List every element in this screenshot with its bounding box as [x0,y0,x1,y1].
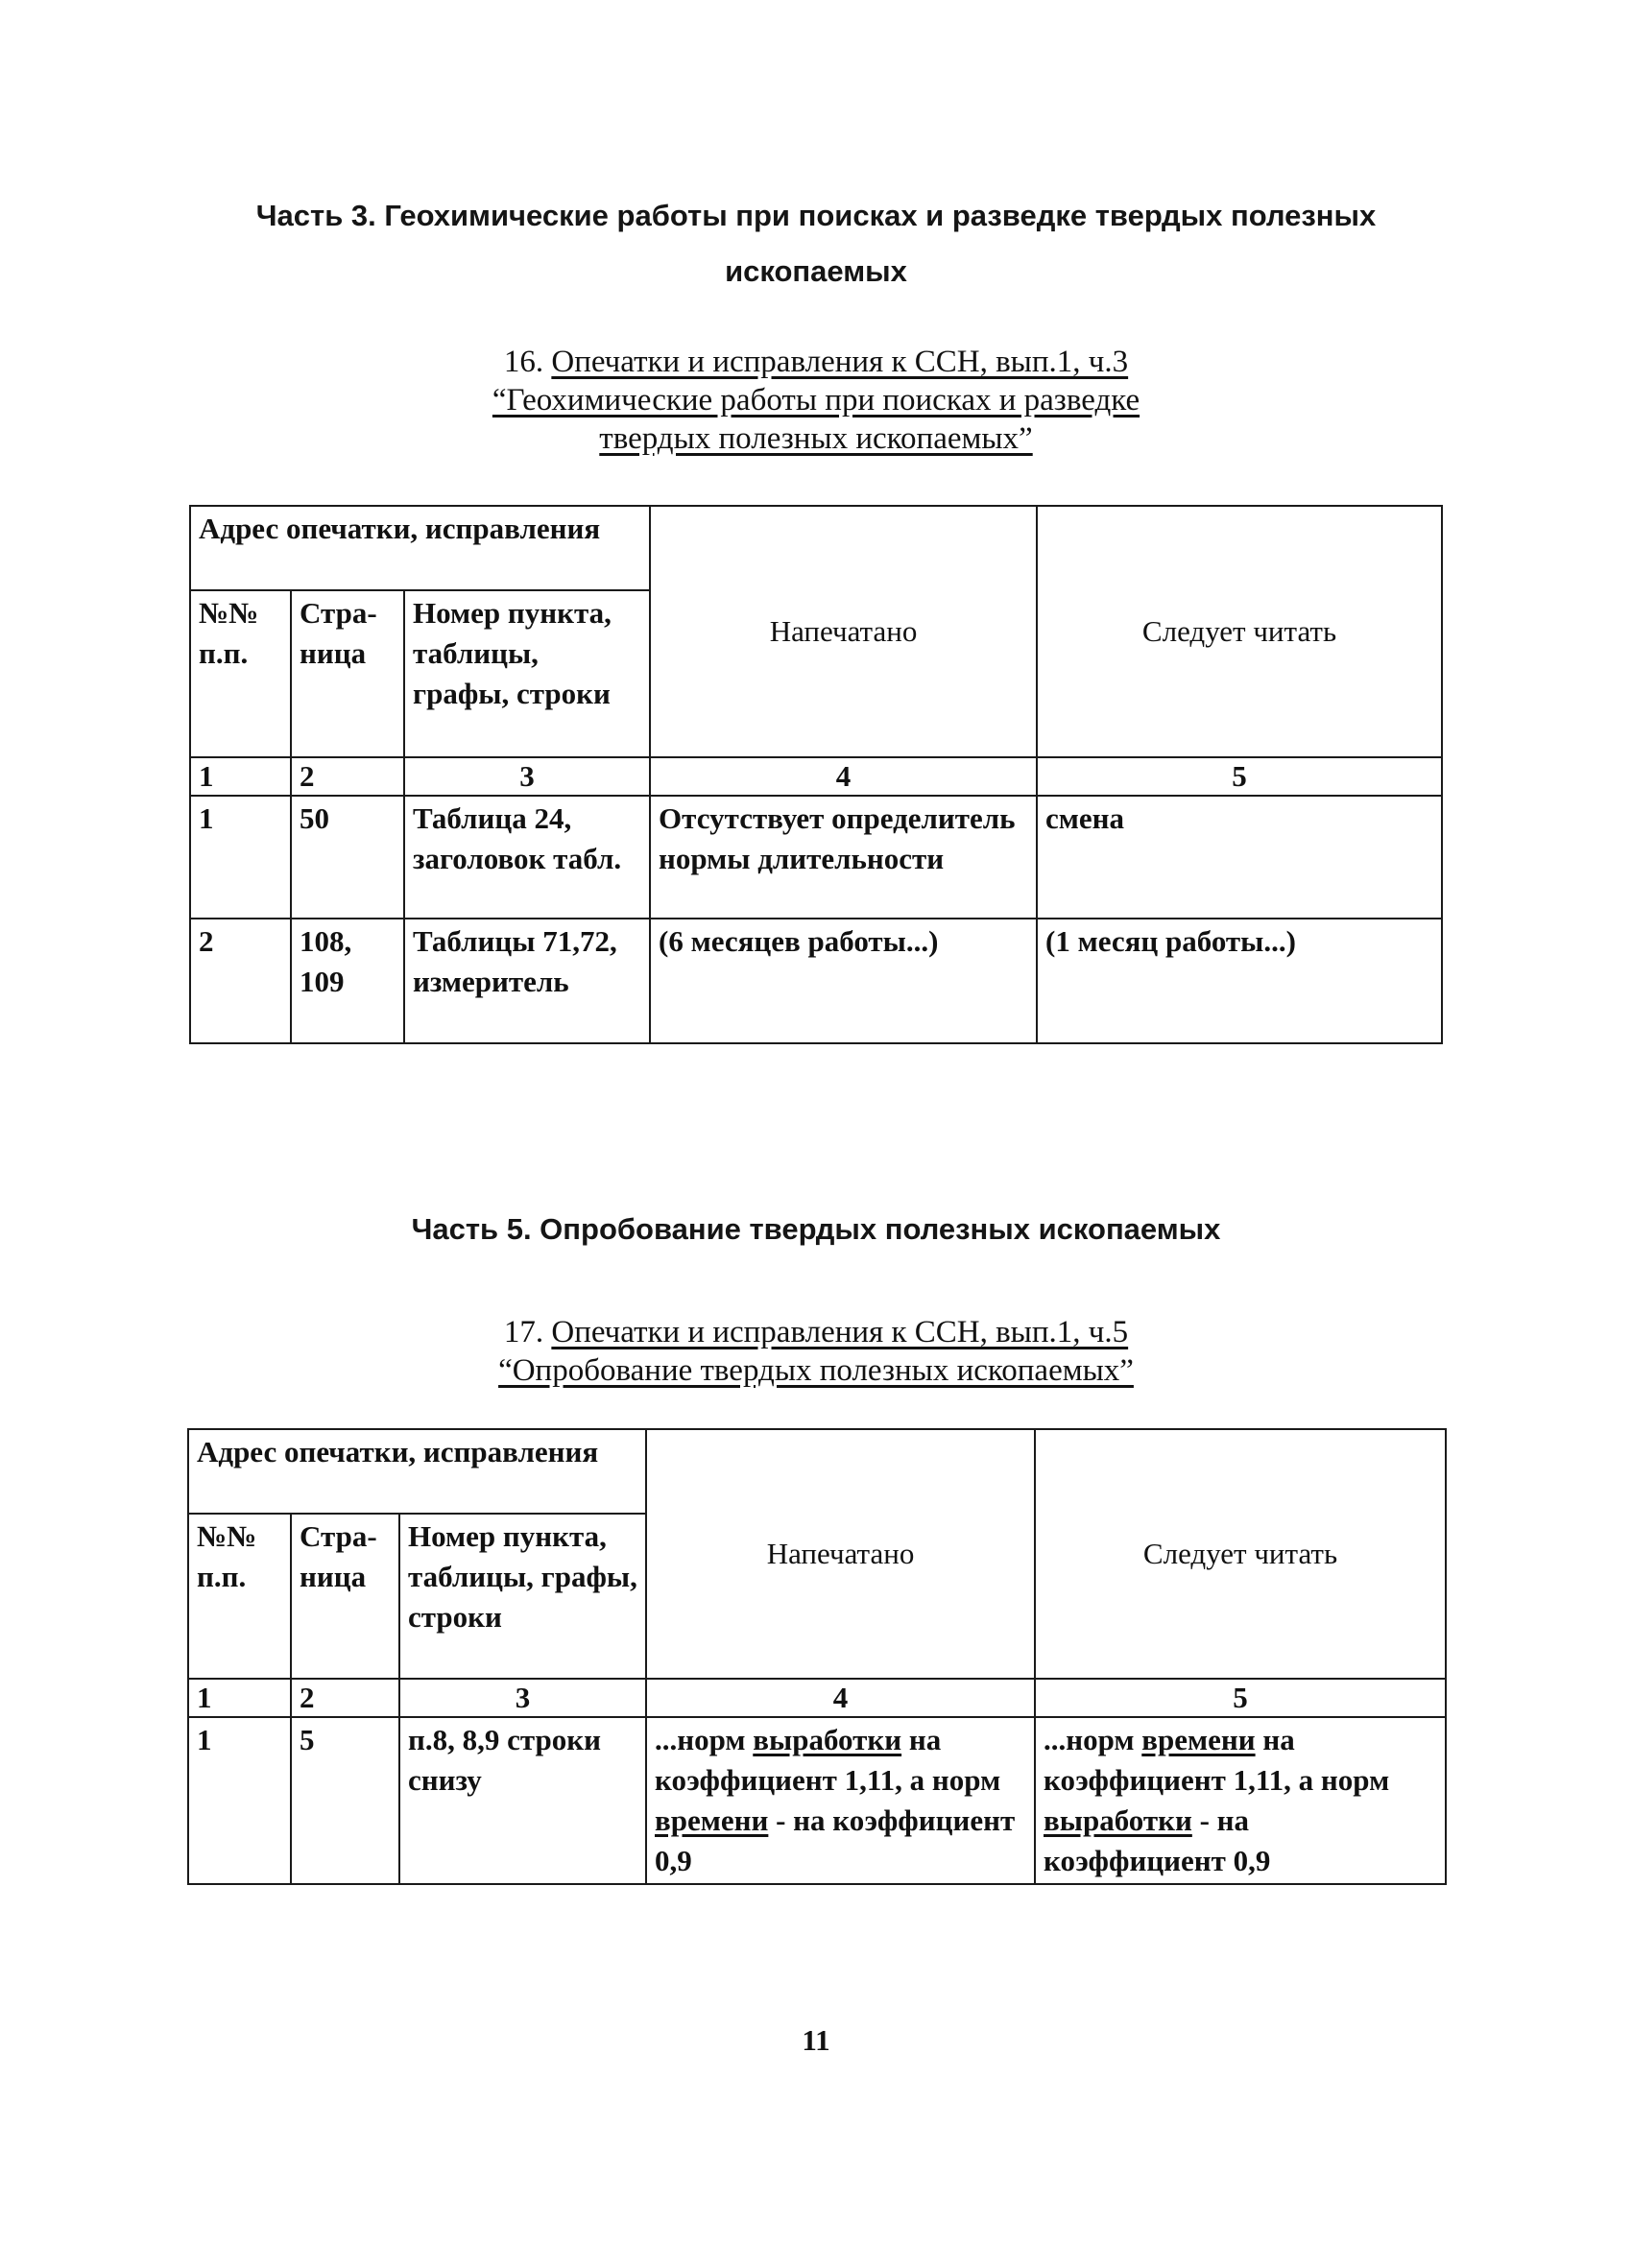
header-num: №№ п.п. [190,590,291,757]
table-row: 2 108, 109 Таблицы 71,72, измеритель (6 месяцев работы...) (1 месяц работы...) [190,919,1442,1043]
header-printed: Напечатано [650,506,1037,757]
table-row: 1 5 п.8, 8,9 строки снизу ...норм выработки на коэффициент 1,11, а норм времени - на коэффициент 0,9 ...норм времени на коэффициент 1,11, а норм выработки - на коэффициент 0,9 [188,1717,1446,1884]
table-row: 1 50 Таблица 24, заголовок табл. Отсутствует определитель нормы длительности смена [190,796,1442,919]
section16-title: 16. Опечатки и исправления к ССН, вып.1, ч.3 “Геохимические работы при поисках и разведке твердых полезных ископаемых” [492,345,1140,456]
header-page: Стра-ница [291,1514,399,1679]
page-number: 11 [802,2023,830,2057]
part3-heading: Часть 3. Геохимические работы при поисках и разведке твердых полезных ископаемых [255,199,1377,288]
errata-table-16 [189,505,1443,1044]
column-index-row: 1 2 3 4 5 [190,757,1442,796]
header-should-read: Следует читать [1035,1429,1446,1679]
header-address: Адрес опечатки, исправления [190,506,650,590]
should-read-cell: ...норм времени на коэффициент 1,11, а норм выработки - на коэффициент 0,9 [1035,1717,1446,1884]
header-item: Номер пункта, таблицы, графы, строки [404,590,650,757]
header-should-read: Следует читать [1037,506,1442,757]
header-address: Адрес опечатки, исправления [188,1429,646,1514]
section17-title: 17. Опечатки и исправления к ССН, вып.1, ч.5 “Опробование твердых полезных ископаемых” [498,1315,1134,1388]
header-printed: Напечатано [646,1429,1035,1679]
column-index-row: 1 2 3 4 5 [188,1679,1446,1717]
printed-cell: ...норм выработки на коэффициент 1,11, а норм времени - на коэффициент 0,9 [646,1717,1035,1884]
header-item: Номер пункта, таблицы, графы, строки [399,1514,646,1679]
part5-heading: Часть 5. Опробование твердых полезных ископаемых [411,1212,1221,1246]
header-num: №№ п.п. [188,1514,291,1679]
errata-table-17 [187,1428,1447,1885]
header-page: Стра-ница [291,590,404,757]
